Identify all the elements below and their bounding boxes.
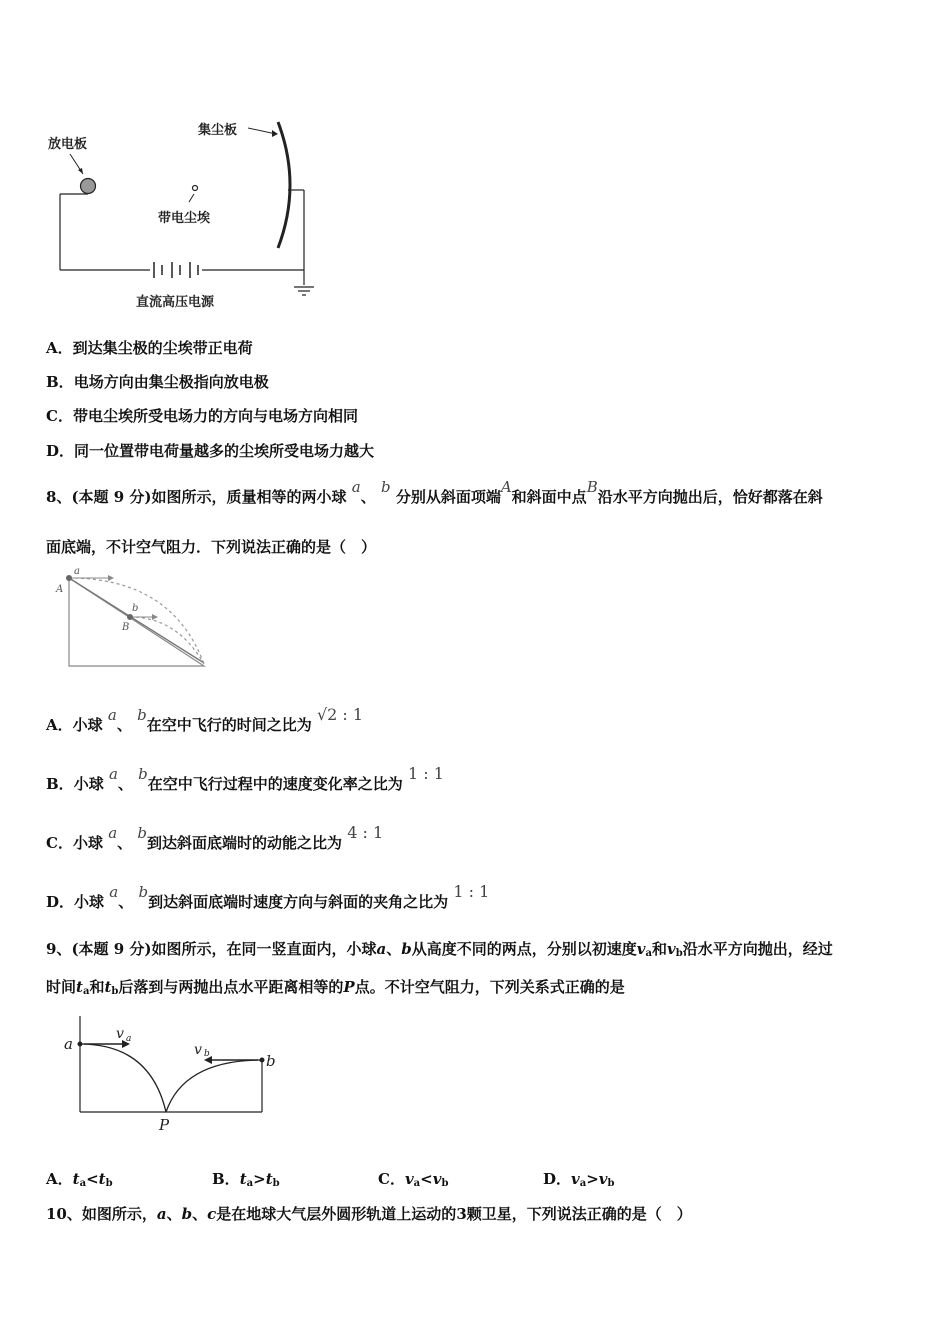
q8-option-c[interactable]: C．小球 a、 b到达斜面底端时的动能之比为 4 : 1 bbox=[46, 823, 384, 852]
svg-text:a: a bbox=[126, 1034, 132, 1044]
svg-text:a: a bbox=[74, 566, 80, 577]
ground-symbol bbox=[294, 287, 314, 295]
discharge-plate bbox=[81, 179, 96, 194]
q9-stem-line1: 9、(本题 9 分)如图所示，在同一竖直面内，小球a、b从高度不同的两点，分别以初速度$v_a$和$v_b$沿水平方向抛出，经过 bbox=[46, 940, 833, 959]
incline-diagram bbox=[52, 566, 214, 670]
discharge-plate-label: 放电板 bbox=[48, 137, 88, 152]
q9-choice-c[interactable]: C．$v_a<v_b$ bbox=[378, 1170, 449, 1189]
dust-label: 带电尘埃 bbox=[158, 211, 211, 226]
ball-a bbox=[66, 575, 72, 581]
dc-source-symbol bbox=[154, 262, 198, 278]
q7-option-a[interactable]: A．到达集尘极的尘埃带正电荷 bbox=[46, 339, 253, 357]
ball-b bbox=[127, 614, 133, 620]
q8-option-b[interactable]: B．小球 a、 b在空中飞行过程中的速度变化率之比为 1 : 1 bbox=[46, 764, 444, 793]
projectile-diagram bbox=[60, 1016, 280, 1148]
q10-stem: 10、如图所示，a、b、c是在地球大气层外圆形轨道上运动的3颗卫星，下列说法正确的是（ ） bbox=[46, 1205, 692, 1223]
q9-choice-b[interactable]: B．$t_a>t_b$ bbox=[212, 1170, 280, 1189]
collector-plate-label: 集尘板 bbox=[198, 123, 238, 138]
precipitator-diagram bbox=[40, 110, 330, 315]
svg-text:b: b bbox=[266, 1052, 276, 1070]
q8-option-a[interactable]: A．小球 a、 b在空中飞行的时间之比为 √2 : 1 bbox=[46, 705, 364, 734]
q9-choice-a[interactable]: A．$t_a<t_b$ bbox=[46, 1170, 113, 1189]
svg-text:B: B bbox=[122, 622, 130, 633]
svg-text:P: P bbox=[159, 1116, 170, 1134]
svg-text:v: v bbox=[116, 1026, 124, 1042]
q7-option-c[interactable]: C．带电尘埃所受电场力的方向与电场方向相同 bbox=[46, 407, 358, 425]
point-a bbox=[78, 1042, 83, 1047]
collector-plate bbox=[278, 122, 290, 248]
q8-option-d[interactable]: D．小球 a、 b到达斜面底端时速度方向与斜面的夹角之比为 1 : 1 bbox=[46, 882, 490, 911]
q8-stem-line1: 8、(本题 9 分)如图所示，质量相等的两小球 a、 b 分别从斜面项端A和斜面中点B沿水平方向抛出后，恰好都落在斜 bbox=[46, 478, 823, 506]
svg-text:v: v bbox=[194, 1042, 202, 1058]
svg-text:b: b bbox=[132, 603, 139, 614]
q7-option-b[interactable]: B．电场方向由集尘极指向放电极 bbox=[46, 373, 269, 391]
svg-text:A: A bbox=[56, 584, 64, 595]
q7-option-d[interactable]: D．同一位置带电荷量越多的尘埃所受电场力越大 bbox=[46, 442, 375, 460]
svg-text:a: a bbox=[64, 1035, 73, 1053]
q9-choice-d[interactable]: D．$v_a>v_b$ bbox=[543, 1170, 615, 1189]
q8-stem-line2: 面底端，不计空气阻力．下列说法正确的是（ ） bbox=[46, 538, 377, 556]
point-b bbox=[260, 1058, 265, 1063]
dc-source-label: 直流高压电源 bbox=[136, 295, 215, 310]
q9-stem-line2: 时间$t_a$和$t_b$后落到与两抛出点水平距离相等的P点。不计空气阻力，下列关系式正确的是 bbox=[46, 978, 625, 997]
dust-particle bbox=[193, 186, 198, 191]
svg-text:b: b bbox=[204, 1049, 210, 1059]
